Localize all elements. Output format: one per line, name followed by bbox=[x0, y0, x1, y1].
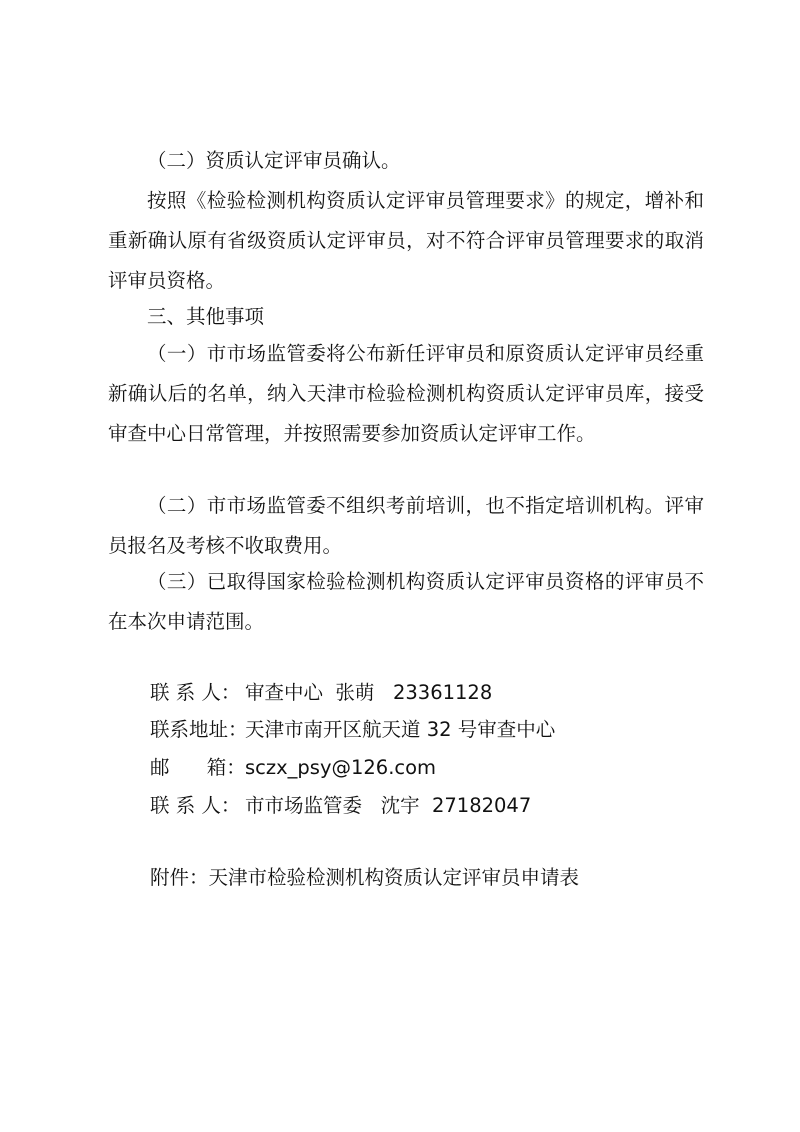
contact-value: 市市场监管委 沈宇 27182047 bbox=[245, 794, 532, 817]
contact-label: 联 系 人： bbox=[150, 681, 241, 704]
contact-line-1 bbox=[150, 673, 492, 713]
contact-email-line bbox=[150, 748, 436, 788]
email-label: 邮 箱： bbox=[150, 756, 246, 779]
item2-heading: （二）资质认定评审员确认。 bbox=[147, 149, 401, 172]
contact-label: 联 系 人： bbox=[150, 794, 241, 817]
section3-heading: 三、其他事项 bbox=[147, 305, 265, 328]
attachment-line bbox=[150, 858, 579, 898]
section3-item3: （三）已取得国家检验检测机构资质认定评审员资格的评审员不在本次申请范围。 bbox=[108, 570, 704, 633]
contact-address-line bbox=[150, 710, 555, 750]
contact-line-2 bbox=[150, 786, 531, 826]
contact-value: 审查中心 张萌 23361128 bbox=[245, 681, 493, 704]
address-label: 联系地址： bbox=[150, 718, 248, 741]
address-value: 天津市南开区航天道 32 号审查中心 bbox=[245, 718, 556, 741]
attachment-label: 附件： bbox=[150, 866, 209, 889]
item2-body: 按照《检验检测机构资质认定评审员管理要求》的规定，增补和重新确认原有省级资质认定评审员，对不符合评审员管理要求的取消评审员资格。 bbox=[108, 189, 704, 292]
email-value[interactable]: sczx_psy@126.com bbox=[245, 756, 437, 779]
section3-item2: （二）市市场监管委不组织考前培训，也不指定培训机构。评审员报名及考核不收取费用。 bbox=[108, 494, 704, 557]
attachment-title: 天津市检验检测机构资质认定评审员申请表 bbox=[208, 866, 580, 889]
section3-item1: （一）市市场监管委将公布新任评审员和原资质认定评审员经重新确认后的名单，纳入天津市检验检测机构资质认定评审员库，接受审查中心日常管理，并按照需要参加资质认定评审工作。 bbox=[108, 342, 704, 445]
